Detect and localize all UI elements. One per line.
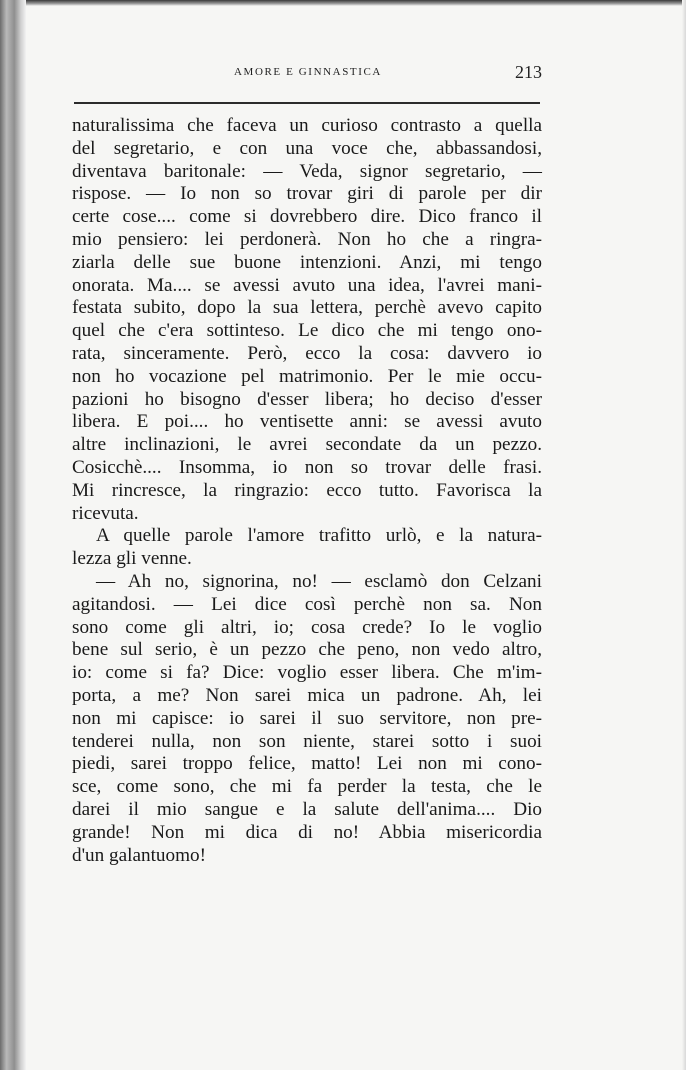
text-line: porta, a me? Non sarei mica un padrone. Ah, lei: [72, 684, 542, 706]
paragraph: [72, 115, 542, 525]
text-line: del segretario, e con una voce che, abbassandosi,: [72, 137, 542, 159]
text-line: io: come si fa? Dice: voglio esser libera. Che m'im-: [72, 662, 542, 684]
text-line: mio pensiero: lei perdonerà. Non ho che a ringra-: [72, 228, 542, 250]
text-line: bene sul serio, è un pezzo che peno, non vedo altro,: [72, 639, 542, 661]
text-line: naturalissima che faceva un curioso contrasto a quella: [72, 115, 542, 136]
text-line: rata, sinceramente. Però, ecco la cosa: davvero io: [72, 342, 542, 364]
header-rule: [74, 102, 540, 104]
text-line: ricevuta.: [72, 502, 139, 524]
text-line: onorata. Ma.... se avessi avuto una idea, l'avrei mani-: [72, 274, 542, 296]
text-line: non mi capisce: io sarei il suo servitore, non pre-: [72, 707, 542, 729]
text-line: altre inclinazioni, le avrei secondate da un pezzo.: [72, 434, 542, 456]
text-line: quel che c'era sottinteso. Le dico che mi tengo ono-: [72, 320, 542, 342]
text-line: Cosicchè.... Insomma, io non so trovar delle frasi.: [72, 456, 542, 478]
text-line: certe cose.... come si dovrebbero dire. Dico franco il: [72, 206, 542, 228]
text-line: — Ah no, signorina, no! — esclamò don Celzani: [96, 570, 542, 592]
text-line: agitandosi. — Lei dice così perchè non sa. Non: [72, 593, 542, 615]
text-line: lezza gli venne.: [72, 548, 192, 570]
text-line: Mi rincresce, la ringrazio: ecco tutto. Favorisca la: [72, 479, 542, 501]
text-line: d'un galantuomo!: [72, 844, 207, 866]
page-top-edge: [0, 0, 686, 6]
text-line: sce, come sono, che mi fa perder la testa, che le: [72, 776, 542, 798]
text-line: non ho vocazione pel matrimonio. Per le mie occu-: [72, 365, 542, 387]
body-text: [72, 115, 542, 867]
text-line: grande! Non mi dica di no! Abbia misericordia: [72, 821, 542, 843]
text-line: festata subito, dopo la sua lettera, perchè avevo capito: [72, 297, 542, 319]
page-number: 213: [515, 62, 542, 82]
text-line: pazioni ho bisogno d'esser libera; ho deciso d'esser: [72, 388, 542, 410]
paragraph: [72, 525, 542, 571]
text-line: sono come gli altri, io; cosa crede? Io le voglio: [72, 616, 542, 638]
text-line: darei il mio sangue e la salute dell'anima.... Dio: [72, 798, 542, 820]
text-line: rispose. — Io non so trovar giri di parole per dir: [72, 183, 542, 205]
text-line: A quelle parole l'amore trafitto urlò, e la natura-: [96, 525, 542, 547]
text-line: ziarla delle sue buone intenzioni. Anzi, mi tengo: [72, 251, 542, 273]
page-right-edge: [682, 0, 686, 1070]
text-line: tenderei nulla, non son niente, starei sotto i suoi: [72, 730, 542, 752]
page-header: [74, 62, 542, 86]
text-line: piedi, sarei troppo felice, matto! Lei non mi cono-: [72, 753, 542, 775]
text-line: libera. E poi.... ho ventisette anni: se avessi avuto: [72, 411, 542, 433]
paragraph: [72, 571, 542, 867]
text-line: diventava baritonale: — Veda, signor segretario, —: [72, 160, 542, 182]
running-title: AMORE E GINNASTICA: [234, 66, 382, 78]
book-spine-shadow: [0, 0, 26, 1070]
